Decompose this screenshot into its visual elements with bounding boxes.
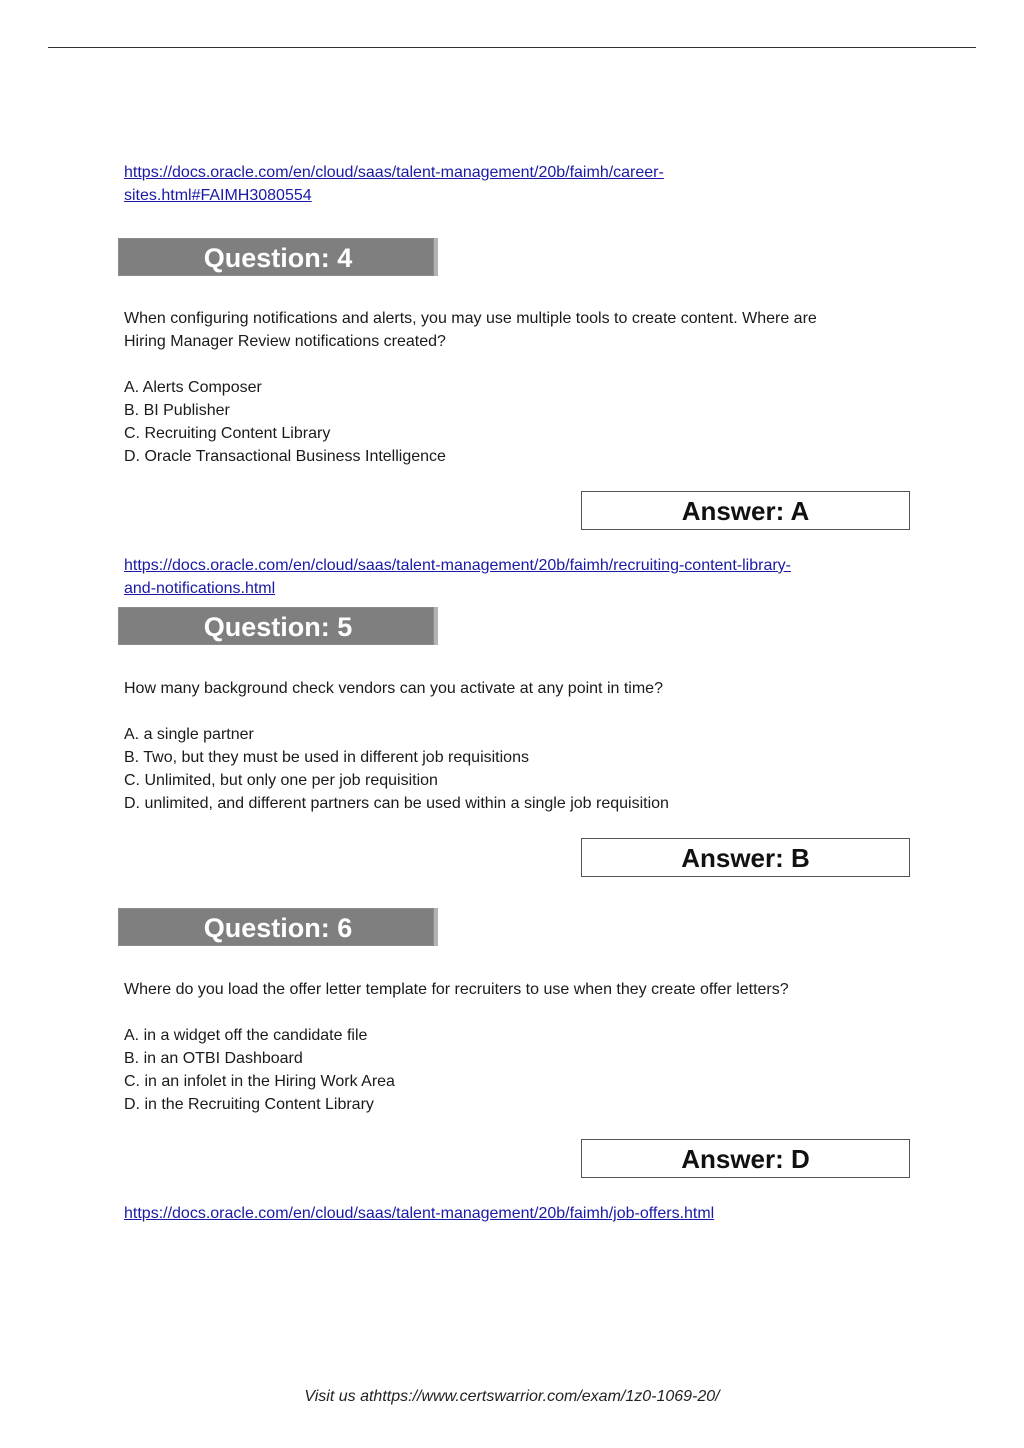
question-4-answer-box [581,491,910,530]
question-6-options [124,1024,395,1116]
option-d: D. in the Recruiting Content Library [124,1096,374,1113]
job-offers-link[interactable] [124,1202,714,1225]
option-c: C. Recruiting Content Library [124,425,331,442]
question-4-text-line2: Hiring Manager Review notifications created? [124,333,446,350]
question-5-options [124,723,669,815]
recruiting-content-library-link[interactable] [124,554,791,600]
top-divider [48,47,976,48]
question-6-answer-box [581,1139,910,1178]
question-4-text [124,307,914,353]
option-c: C. in an infolet in the Hiring Work Area [124,1073,395,1090]
option-b: B. in an OTBI Dashboard [124,1050,303,1067]
question-6-header [118,908,438,946]
question-4-label: Question: 4 [203,243,353,273]
question-5-label: Question: 5 [203,612,353,642]
job-offers-link-text: https://docs.oracle.com/en/cloud/saas/talent-management/20b/faimh/job-offers.html [124,1205,715,1222]
question-4-header [118,238,438,276]
option-d: D. unlimited, and different partners can be used within a single job requisition [124,795,669,812]
recruiting-link-line2: and-notifications.html [124,580,276,597]
question-4-options [124,376,446,468]
option-d: D. Oracle Transactional Business Intelligence [124,448,446,465]
recruiting-link-line1: https://docs.oracle.com/en/cloud/saas/talent-management/20b/faimh/recruiting-content-library- [124,557,791,574]
career-sites-link[interactable] [124,161,664,207]
question-5-answer: Answer: B [681,843,810,873]
footer-visit-text: Visit us athttps://www.certswarrior.com/exam/1z0-1069-20/ [304,1388,720,1405]
question-5-header [118,607,438,645]
question-6-text [124,978,914,1001]
question-6-text-line1: Where do you load the offer letter template for recruiters to use when they create offer letters? [124,981,789,998]
option-a: A. in a widget off the candidate file [124,1027,368,1044]
career-sites-link-line1: https://docs.oracle.com/en/cloud/saas/talent-management/20b/faimh/career- [124,164,664,181]
career-sites-link-line2: sites.html#FAIMH3080554 [124,187,312,204]
question-5-text-line1: How many background check vendors can you activate at any point in time? [124,680,663,697]
option-c: C. Unlimited, but only one per job requisition [124,772,438,789]
question-6-answer: Answer: D [681,1144,810,1174]
question-4-answer: Answer: A [681,496,810,526]
option-a: A. Alerts Composer [124,379,262,396]
question-4-text-line1: When configuring notifications and alerts, you may use multiple tools to create content. Where are [124,310,817,327]
question-5-answer-box [581,838,910,877]
option-b: B. Two, but they must be used in different job requisitions [124,749,529,766]
question-5-text [124,677,914,700]
question-6-label: Question: 6 [203,913,353,943]
option-b: B. BI Publisher [124,402,230,419]
option-a: A. a single partner [124,726,254,743]
